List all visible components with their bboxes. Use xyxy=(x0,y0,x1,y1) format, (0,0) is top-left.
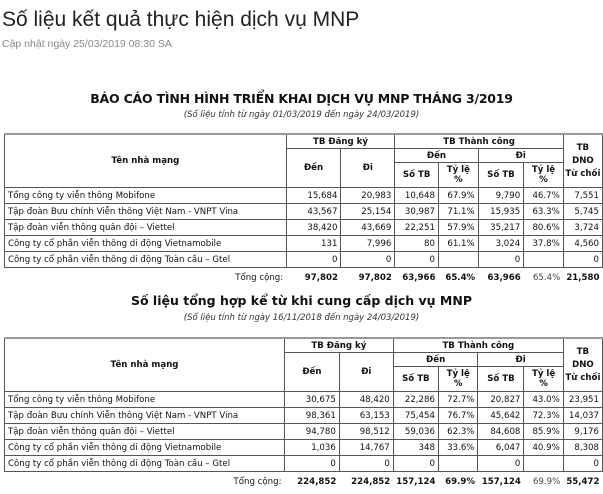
header-success: TB Thành công xyxy=(395,134,563,149)
total-out-subs: 157,124 xyxy=(481,476,521,487)
cell-reg-in: 30,675 xyxy=(284,392,339,408)
total-reg-in: 224,852 xyxy=(297,476,337,487)
cell-in-rate: 67.9% xyxy=(438,188,478,204)
total-reg-out: 224,852 xyxy=(351,476,391,487)
cell-dno: 5,745 xyxy=(563,204,602,220)
operator-name: Tổng công ty viễn thông Mobifone xyxy=(5,392,285,408)
total-label: Tổng cộng: xyxy=(235,272,284,283)
cell-reg-in: 131 xyxy=(286,236,341,252)
total-in-rate: 65.4% xyxy=(445,272,476,283)
cell-out-rate: 46.7% xyxy=(524,188,564,204)
cell-reg-out: 20,983 xyxy=(341,188,395,204)
table-row xyxy=(5,220,603,236)
cumulative-report-title: Số liệu tổng hợp kể từ khi cung cấp dịch vụ MNP xyxy=(130,293,472,308)
cell-dno: 14,037 xyxy=(563,408,602,424)
cell-reg-out: 63,153 xyxy=(339,408,393,424)
operator-name: Tập đoàn viễn thông quân đội – Viettel xyxy=(5,424,285,440)
cell-reg-out: 48,420 xyxy=(339,392,393,408)
header-registered: TB Đăng ký xyxy=(284,338,393,353)
total-label: Tổng cộng: xyxy=(233,476,282,487)
cell-out-rate: 80.6% xyxy=(524,220,564,236)
header-success-in: Đến xyxy=(395,149,478,163)
cell-out-subs: 84,608 xyxy=(478,424,524,440)
header-dno: TB DNO Từ chối xyxy=(563,134,602,188)
header-success: TB Thành công xyxy=(393,338,563,353)
cell-reg-out: 25,154 xyxy=(341,204,395,220)
header-in-rate: Tỷ lệ % xyxy=(438,163,478,188)
cell-out-rate: 43.0% xyxy=(524,392,563,408)
cell-in-subs: 75,454 xyxy=(393,408,438,424)
cumulative-report-table xyxy=(4,337,603,489)
total-out-rate: 69.9% xyxy=(532,476,561,487)
total-in-subs: 157,124 xyxy=(396,476,436,487)
cell-reg-out: 0 xyxy=(341,252,395,268)
cell-dno: 0 xyxy=(563,252,602,268)
cell-out-rate: 63.3% xyxy=(524,204,564,220)
operator-name: Công ty cổ phần viễn thông di động Vietnamobile xyxy=(5,440,285,456)
page-title: Số liệu kết quả thực hiện dịch vụ MNP xyxy=(2,8,360,31)
table-row xyxy=(5,252,603,268)
cell-out-rate: 72.3% xyxy=(524,408,563,424)
cell-dno: 4,560 xyxy=(563,236,602,252)
cell-dno: 0 xyxy=(563,456,602,472)
header-success-out: Đi xyxy=(478,353,563,367)
table-row xyxy=(5,408,603,424)
total-out-rate: 65.4% xyxy=(532,272,561,283)
header-in-subs: Số TB xyxy=(393,367,438,392)
cell-dno: 7,551 xyxy=(563,188,602,204)
total-row xyxy=(5,268,603,286)
cell-out-subs: 0 xyxy=(478,456,524,472)
cell-reg-in: 43,567 xyxy=(286,204,341,220)
cell-dno: 9,176 xyxy=(563,424,602,440)
header-success-in: Đến xyxy=(393,353,478,367)
cell-reg-in: 38,420 xyxy=(286,220,341,236)
cell-out-subs: 45,642 xyxy=(478,408,524,424)
cell-out-subs: 0 xyxy=(478,252,524,268)
cell-in-subs: 80 xyxy=(395,236,439,252)
monthly-report-table xyxy=(4,133,603,285)
header-reg-in: Đến xyxy=(286,149,341,188)
cell-in-subs: 0 xyxy=(393,456,438,472)
operator-name: Tổng công ty viễn thông Mobifone xyxy=(5,188,287,204)
cell-out-rate xyxy=(524,456,563,472)
header-out-rate: Tỷ lệ % xyxy=(524,367,563,392)
cumulative-report-subtitle: (Số liệu tính từ ngày 16/11/2018 đến ngày 24/03/2019) xyxy=(183,313,420,323)
header-operator: Tên nhà mạng xyxy=(5,338,285,392)
cell-in-rate: 72.7% xyxy=(438,392,478,408)
cell-in-subs: 10,648 xyxy=(395,188,439,204)
cell-in-rate: 62.3% xyxy=(438,424,478,440)
header-reg-in: Đến xyxy=(284,353,339,392)
table-row xyxy=(5,204,603,220)
cell-out-subs: 15,935 xyxy=(478,204,524,220)
operator-name: Tập đoàn Bưu chính Viễn thông Việt Nam - VNPT Vina xyxy=(5,408,285,424)
cell-in-subs: 348 xyxy=(393,440,438,456)
header-in-subs: Số TB xyxy=(395,163,439,188)
table-row xyxy=(5,440,603,456)
header-registered: TB Đăng ký xyxy=(286,134,395,149)
cell-reg-in: 15,684 xyxy=(286,188,341,204)
cell-reg-out: 0 xyxy=(339,456,393,472)
cell-dno: 8,308 xyxy=(563,440,602,456)
cell-reg-in: 98,361 xyxy=(284,408,339,424)
operator-name: Tập đoàn viễn thông quân đội – Viettel xyxy=(5,220,287,236)
table-row xyxy=(5,188,603,204)
table-row xyxy=(5,392,603,408)
cell-in-subs: 59,036 xyxy=(393,424,438,440)
table-row xyxy=(5,456,603,472)
cell-reg-out: 14,767 xyxy=(339,440,393,456)
cell-reg-in: 94,780 xyxy=(284,424,339,440)
cell-out-subs: 9,790 xyxy=(478,188,524,204)
operator-name: Công ty cổ phần viễn thông di động Toàn cầu – Gtel xyxy=(5,252,287,268)
header-out-rate: Tỷ lệ % xyxy=(524,163,564,188)
header-out-subs: Số TB xyxy=(478,163,524,188)
cell-out-subs: 35,217 xyxy=(478,220,524,236)
header-reg-out: Đi xyxy=(341,149,395,188)
operator-name: Công ty cổ phần viễn thông di động Toàn cầu – Gtel xyxy=(5,456,285,472)
total-dno: 55,472 xyxy=(566,476,600,487)
cell-out-subs: 6,047 xyxy=(478,440,524,456)
cell-reg-out: 7,996 xyxy=(341,236,395,252)
cell-out-subs: 20,827 xyxy=(478,392,524,408)
total-in-subs: 63,966 xyxy=(402,272,436,283)
cell-reg-in: 0 xyxy=(286,252,341,268)
cell-reg-out: 98,512 xyxy=(339,424,393,440)
cell-dno: 3,724 xyxy=(563,220,602,236)
table-row xyxy=(5,424,603,440)
total-out-subs: 63,966 xyxy=(487,272,521,283)
cell-out-rate: 40.9% xyxy=(524,440,563,456)
header-out-subs: Số TB xyxy=(478,367,524,392)
monthly-report-title: BÁO CÁO TÌNH HÌNH TRIỂN KHAI DỊCH VỤ MNP THÁNG 3/2019 xyxy=(90,91,513,106)
cell-in-rate: 71.1% xyxy=(438,204,478,220)
cell-in-rate: 33.6% xyxy=(438,440,478,456)
total-reg-in: 97,802 xyxy=(304,272,338,283)
cell-in-subs: 0 xyxy=(395,252,439,268)
cell-in-subs: 22,286 xyxy=(393,392,438,408)
cell-in-rate: 61.1% xyxy=(438,236,478,252)
cell-in-rate: 57.9% xyxy=(438,220,478,236)
cell-out-rate: 37.8% xyxy=(524,236,564,252)
total-in-rate: 69.9% xyxy=(445,476,475,487)
cell-in-rate xyxy=(438,252,478,268)
table-row xyxy=(5,236,603,252)
header-reg-out: Đi xyxy=(339,353,393,392)
cell-in-subs: 30,987 xyxy=(395,204,439,220)
cell-reg-out: 43,669 xyxy=(341,220,395,236)
monthly-report-subtitle: (Số liệu tính từ ngày 01/03/2019 đến ngày 24/03/2019) xyxy=(183,110,420,120)
updated-timestamp: Cập nhật ngày 25/03/2019 08:30 SA xyxy=(2,38,172,50)
cell-reg-in: 1,036 xyxy=(284,440,339,456)
total-reg-out: 97,802 xyxy=(358,272,392,283)
cell-dno: 23,951 xyxy=(563,392,602,408)
operator-name: Công ty cổ phần viễn thông di động Vietnamobile xyxy=(5,236,287,252)
operator-name: Tập đoàn Bưu chính Viễn thông Việt Nam - VNPT Vina xyxy=(5,204,287,220)
header-dno: TB DNO Từ chối xyxy=(563,338,602,392)
total-dno: 21,580 xyxy=(566,272,600,283)
cell-in-rate xyxy=(438,456,478,472)
header-operator: Tên nhà mạng xyxy=(5,134,287,188)
cell-in-rate: 76.7% xyxy=(438,408,478,424)
cell-reg-in: 0 xyxy=(284,456,339,472)
cell-out-rate: 85.9% xyxy=(524,424,563,440)
header-in-rate: Tỷ lệ % xyxy=(438,367,478,392)
header-success-out: Đi xyxy=(478,149,563,163)
cell-out-subs: 3,024 xyxy=(478,236,524,252)
total-row xyxy=(5,472,603,490)
cell-in-subs: 22,251 xyxy=(395,220,439,236)
cell-out-rate xyxy=(524,252,564,268)
